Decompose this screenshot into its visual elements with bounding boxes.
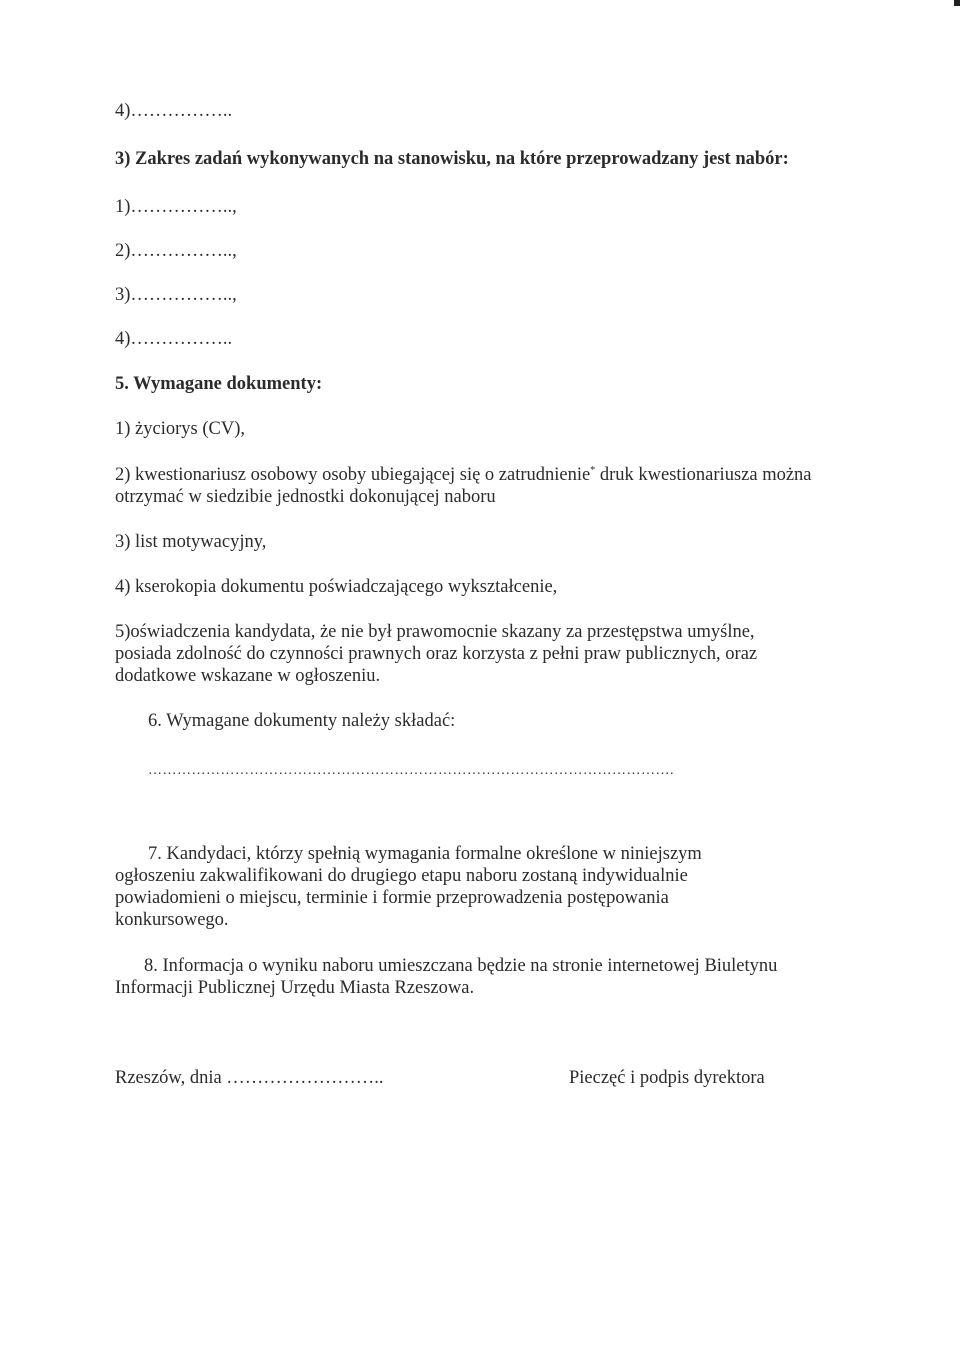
paragraph-8-line-1: 8. Informacja o wyniku naboru umieszczana będzie na stronie internetowej Biuletynu <box>144 956 778 976</box>
section-heading-5: 5. Wymagane dokumenty: <box>115 374 323 394</box>
list-item-1: 1)…………….., <box>115 197 237 217</box>
paragraph-7-line-2: ogłoszeniu zakwalifikowani do drugiego etapu naboru zostaną indywidualnie <box>115 866 688 886</box>
paragraph-7-line-1: 7. Kandydaci, którzy spełnią wymagania formalne określone w niniejszym <box>148 844 702 864</box>
list-item-4b: 4)…………….. <box>115 329 233 349</box>
paragraph-7-line-3: powiadomieni o miejscu, terminie i formie przeprowadzenia postępowania <box>115 888 669 908</box>
paragraph-7 <box>115 843 702 931</box>
list-item-3: 3)…………….., <box>115 285 237 305</box>
section-heading-3: 3) Zakres zadań wykonywanych na stanowisku, na które przeprowadzany jest nabór: <box>115 149 789 169</box>
list-item-4a: 4)…………….. <box>115 101 233 121</box>
paragraph-8-line-2: Informacji Publicznej Urzędu Miasta Rzeszowa. <box>115 978 475 998</box>
document-item-5-line-1: 5)oświadczenia kandydata, że nie był prawomocnie skazany za przestępstwa umyślne, <box>115 622 755 642</box>
document-item-2 <box>115 464 812 508</box>
place-and-date: Rzeszów, dnia …………………….. <box>115 1068 384 1088</box>
document-item-2-line-2: otrzymać w siedzibie jednostki dokonującej naboru <box>115 487 496 507</box>
document-item-4: 4) kserokopia dokumentu poświadczającego wykształcenie, <box>115 577 558 597</box>
list-item-2: 2)…………….., <box>115 241 237 261</box>
footnote-asterisk: * <box>590 464 596 476</box>
document-item-5-line-2: posiada zdolność do czynności prawnych oraz korzysta z pełni praw publicznych, oraz <box>115 644 758 664</box>
section-heading-6: 6. Wymagane dokumenty należy składać: <box>148 711 456 731</box>
stamp-and-signature-label: Pieczęć i podpis dyrektora <box>569 1068 765 1088</box>
document-item-5-line-3: dodatkowe wskazane w ogłoszeniu. <box>115 666 381 686</box>
dotted-fill-line: ………………………………………………………………………………………………. <box>148 763 674 778</box>
paragraph-7-line-4: konkursowego. <box>115 910 229 930</box>
scan-corner-mark <box>954 0 960 6</box>
document-item-1: 1) życiorys (CV), <box>115 419 245 439</box>
document-item-5 <box>115 621 757 687</box>
document-item-2-line-1: 2) kwestionariusz osobowy osoby ubiegającej się o zatrudnienie* druk kwestionariusza można <box>115 464 812 485</box>
paragraph-8 <box>115 955 777 999</box>
document-item-3: 3) list motywacyjny, <box>115 532 267 552</box>
